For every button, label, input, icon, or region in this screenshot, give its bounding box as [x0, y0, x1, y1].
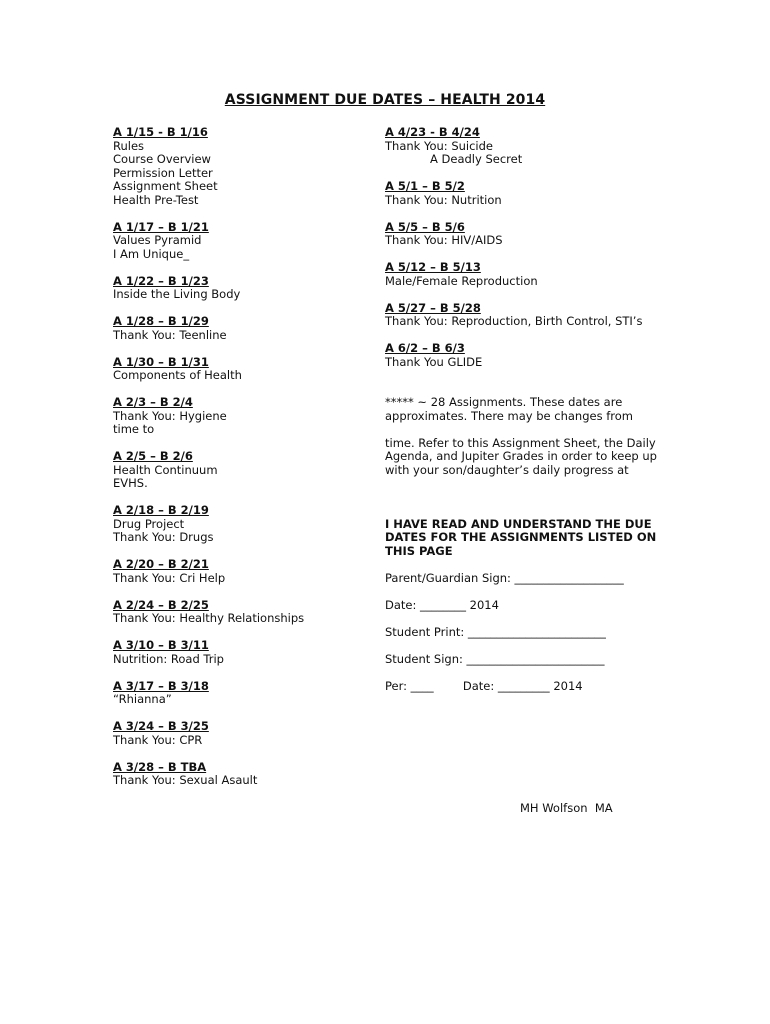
- due-date-block: [113, 599, 373, 626]
- assignment-item: Assignment Sheet: [113, 179, 218, 193]
- assignment-item: Inside the Living Body: [113, 287, 241, 301]
- assignment-item: “Rhianna”: [113, 692, 172, 706]
- due-date-block: [113, 450, 373, 491]
- acknowledgement-line: THIS PAGE: [385, 543, 453, 558]
- due-date-heading: A 1/28 – B 1/29: [113, 314, 209, 328]
- due-date-heading: A 6/2 – B 6/3: [385, 341, 465, 355]
- due-date-heading: A 5/5 – B 5/6: [385, 219, 465, 234]
- assignment-item: Thank You: Suicide: [385, 138, 493, 153]
- assignment-item: Thank You: HIV/AIDS: [385, 233, 503, 247]
- assignment-item: Components of Health: [113, 368, 242, 382]
- due-date-block: [385, 302, 675, 329]
- due-date-block: [113, 761, 373, 788]
- due-date-heading: A 5/12 – B 5/13: [385, 260, 481, 274]
- right-column: [385, 126, 675, 707]
- signature-line: Parent/Guardian Sign: ___________________: [385, 570, 624, 585]
- assignment-item: time to: [113, 422, 155, 436]
- due-date-heading: A 3/17 – B 3/18: [113, 678, 209, 693]
- spacer: [385, 504, 675, 518]
- due-date-heading: A 5/1 – B 5/2: [385, 179, 465, 193]
- assignment-item: EVHS.: [113, 476, 148, 490]
- due-date-heading: A 2/24 – B 2/25: [113, 597, 209, 612]
- assignment-item: Health Pre-Test: [113, 192, 199, 207]
- author-signature: MH Wolfson MA: [520, 801, 613, 815]
- due-date-heading: A 4/23 - B 4/24: [385, 125, 480, 139]
- signature-line: Student Print: ________________________: [385, 624, 606, 639]
- assignment-item: Permission Letter: [113, 165, 213, 180]
- due-date-block: [113, 396, 373, 437]
- due-date-heading: A 1/30 – B 1/31: [113, 354, 209, 369]
- note-line: ***** ~ 28 Assignments. These dates are: [385, 395, 623, 409]
- assignment-item: Thank You: Sexual Asault: [113, 773, 258, 787]
- due-date-heading: A 1/15 - B 1/16: [113, 125, 208, 139]
- due-date-block: [385, 180, 675, 207]
- assignment-item: Course Overview: [113, 152, 211, 166]
- assignment-item: Thank You: Teenline: [113, 327, 227, 342]
- due-date-heading: A 2/3 – B 2/4: [113, 395, 193, 409]
- acknowledgement: [385, 518, 675, 559]
- due-date-block: [385, 221, 675, 248]
- due-date-block: [113, 680, 373, 707]
- acknowledgement-line: I HAVE READ AND UNDERSTAND THE DUE: [385, 516, 652, 531]
- assignment-item: Values Pyramid: [113, 233, 202, 247]
- note-paragraph: [385, 437, 675, 478]
- due-date-block: [113, 504, 373, 545]
- note-line: time. Refer to this Assignment Sheet, the Daily: [385, 435, 656, 450]
- due-date-heading: A 2/5 – B 2/6: [113, 449, 193, 463]
- assignment-item: A Deadly Secret: [430, 152, 523, 166]
- due-date-heading: A 2/18 – B 2/19: [113, 503, 209, 517]
- assignment-item: I Am Unique_: [113, 246, 190, 261]
- signature-line: Per: ____ Date: _________ 2014: [385, 678, 583, 693]
- due-date-block: [113, 558, 373, 585]
- assignment-item: Thank You: Healthy Relationships: [113, 611, 305, 625]
- document-title: ASSIGNMENT DUE DATES – HEALTH 2014: [224, 92, 546, 108]
- spacer: [385, 383, 675, 397]
- due-date-block: [113, 356, 373, 383]
- due-date-block: [385, 342, 675, 369]
- due-date-block: [113, 126, 373, 207]
- assignment-item: Thank You: Nutrition: [385, 192, 502, 207]
- assignment-item: Thank You: Hygiene: [113, 408, 227, 423]
- note-line: Agenda, and Jupiter Grades in order to keep up: [385, 449, 657, 463]
- due-date-heading: A 3/28 – B TBA: [113, 759, 207, 774]
- due-date-block: [113, 315, 373, 342]
- assignment-item: Nutrition: Road Trip: [113, 651, 224, 666]
- assignment-item: Drug Project: [113, 516, 185, 531]
- due-date-heading: A 5/27 – B 5/28: [385, 300, 481, 315]
- due-date-block: [113, 275, 373, 302]
- due-date-block: [385, 261, 675, 288]
- due-date-block: [385, 126, 675, 167]
- due-date-block: [113, 639, 373, 666]
- assignment-item: Thank You: Reproduction, Birth Control, STI’s: [385, 314, 643, 328]
- spacer: [385, 491, 675, 505]
- assignment-item: Thank You: CPR: [113, 732, 203, 747]
- note-paragraph: [385, 396, 675, 423]
- signature-line: Date: ________ 2014: [385, 597, 499, 612]
- assignment-item: Thank You GLIDE: [385, 354, 483, 369]
- acknowledgement-line: DATES FOR THE ASSIGNMENTS LISTED ON: [385, 530, 657, 544]
- note-line: approximates. There may be changes from: [385, 408, 634, 423]
- assignment-item: Rules: [113, 138, 145, 153]
- due-date-heading: A 1/22 – B 1/23: [113, 273, 209, 288]
- due-date-heading: A 2/20 – B 2/21: [113, 557, 209, 571]
- assignment-item: Thank You: Cri Help: [113, 570, 226, 585]
- note-line: with your son/daughter’s daily progress at: [385, 462, 629, 477]
- assignment-item: Male/Female Reproduction: [385, 273, 538, 288]
- left-column: [113, 126, 373, 801]
- due-date-block: [113, 221, 373, 262]
- assignment-item: Health Continuum: [113, 462, 218, 477]
- due-date-heading: A 3/24 – B 3/25: [113, 719, 209, 733]
- signature-line: Student Sign: ________________________: [385, 651, 605, 666]
- assignment-item: Thank You: Drugs: [113, 530, 214, 544]
- due-date-heading: A 1/17 – B 1/21: [113, 219, 209, 234]
- due-date-block: [113, 720, 373, 747]
- due-date-heading: A 3/10 – B 3/11: [113, 638, 209, 652]
